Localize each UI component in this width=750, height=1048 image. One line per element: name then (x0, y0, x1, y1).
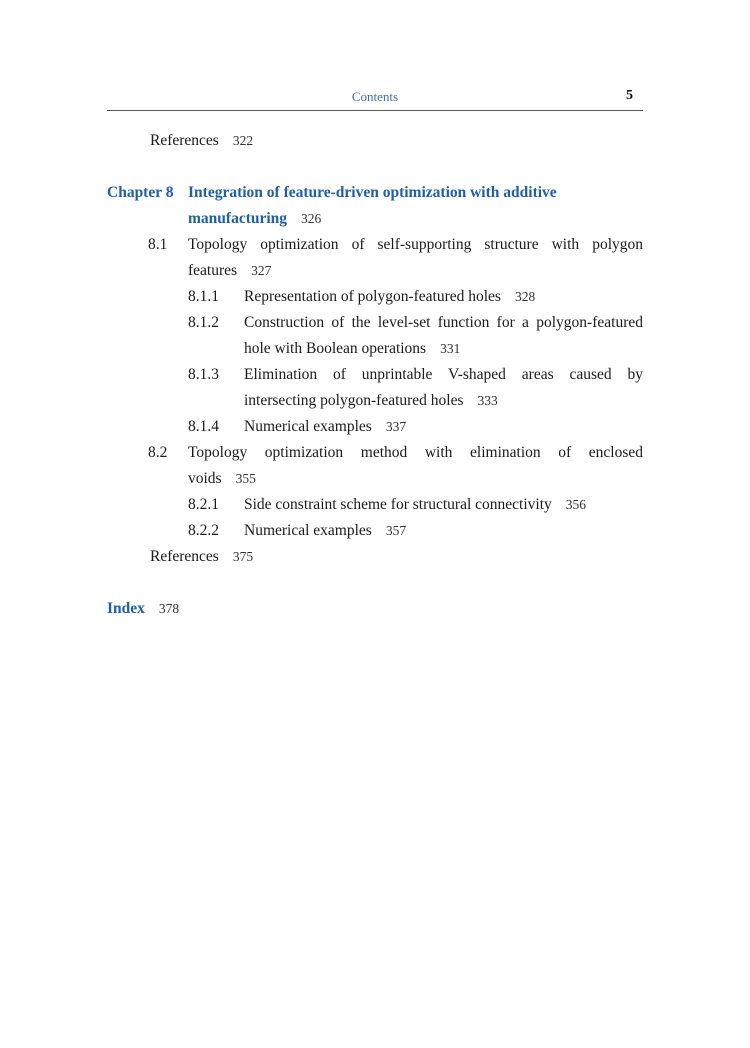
toc-page-number: 333 (477, 393, 498, 408)
toc-section-title-line1[interactable]: Topology optimization of self-supporting structure with polygon (188, 236, 643, 253)
toc-page-number: 357 (385, 523, 407, 538)
toc-entry-index[interactable]: Index 378 (107, 600, 180, 617)
toc-subsection-number: 8.1.2 (188, 314, 219, 331)
header-rule (107, 110, 643, 111)
toc-section-title-line2[interactable]: features 327 (188, 262, 272, 279)
toc-page-number: 337 (385, 419, 407, 434)
toc-subsection-number: 8.2.1 (188, 496, 219, 513)
toc-subsection-title[interactable]: Numerical examples 357 (244, 522, 407, 539)
toc-page-number: 322 (232, 133, 254, 148)
toc-entry-references[interactable]: References 375 (150, 548, 254, 565)
toc-subsection-number: 8.1.4 (188, 418, 219, 435)
toc-section-title-line2[interactable]: voids 355 (188, 470, 256, 487)
toc-section-number: 8.2 (148, 444, 168, 461)
toc-chapter-title-line2[interactable]: manufacturing 326 (188, 210, 322, 227)
toc-page-number: 331 (440, 341, 461, 356)
toc-chapter-title-line1[interactable]: Integration of feature-driven optimization with additive (188, 184, 557, 201)
toc-subsection-title-line2[interactable]: hole with Boolean operations 331 (244, 340, 461, 357)
toc-section-number: 8.1 (148, 236, 168, 253)
toc-subsection-title-line1[interactable]: Elimination of unprintable V-shaped areas caused by (244, 366, 643, 383)
toc-subsection-title-line1[interactable]: Construction of the level-set function for a polygon-featured (244, 314, 643, 331)
toc-page-number: 355 (235, 471, 256, 486)
toc-page-number: 378 (158, 601, 180, 616)
toc-page-number: 356 (565, 497, 587, 512)
toc-entry-references[interactable] (150, 131, 253, 151)
toc-subsection-title[interactable]: Representation of polygon-featured holes 328 (244, 288, 536, 305)
toc-page-number: 328 (514, 289, 536, 304)
toc-subsection-number: 8.1.1 (188, 288, 219, 305)
toc-page-number: 326 (301, 211, 322, 226)
toc-entry-title: References (150, 132, 219, 149)
running-header-title: Contents (351, 89, 399, 104)
toc-chapter-label[interactable]: Chapter 8 (107, 184, 174, 201)
toc-subsection-number: 8.1.3 (188, 366, 219, 383)
page-number: 5 (626, 88, 633, 103)
toc-section-title-line1[interactable]: Topology optimization method with elimination of enclosed (188, 444, 643, 461)
toc-subsection-title[interactable]: Numerical examples 337 (244, 418, 407, 435)
toc-subsection-title-line2[interactable]: intersecting polygon-featured holes 333 (244, 392, 498, 409)
toc-subsection-number: 8.2.2 (188, 522, 219, 539)
toc-page-number: 375 (232, 549, 254, 564)
toc-page-number: 327 (251, 263, 272, 278)
toc-subsection-title[interactable]: Side constraint scheme for structural connectivity 356 (244, 496, 587, 513)
